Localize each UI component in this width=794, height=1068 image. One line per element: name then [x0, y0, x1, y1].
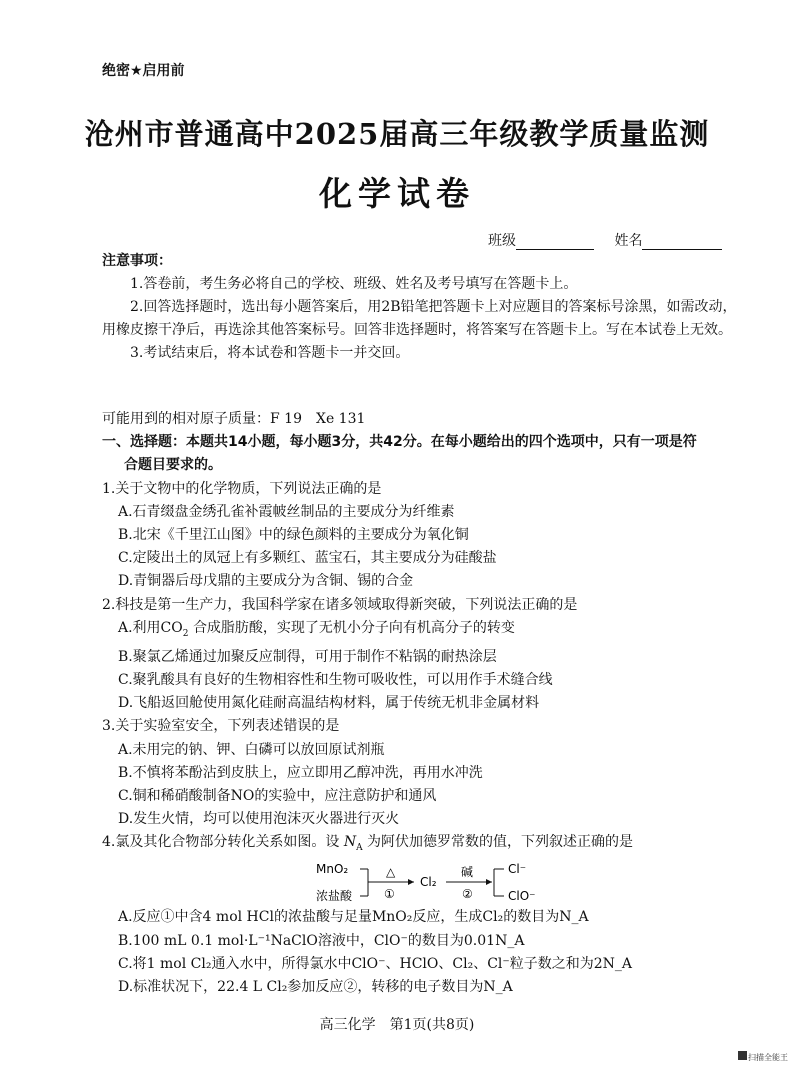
hypochlorite-label: ClO⁻ — [508, 889, 536, 904]
notice-item-2: 2.回答选择题时，选出每小题答案后，用2B铅笔把答题卡上对应题目的答案标号涂黑，如需改动，用橡皮擦干净后，再选涂其他答案标号。回答非选择题时，将答案写在答题卡上。写在本试卷上无效。 — [102, 299, 737, 338]
step-1-label: ① — [384, 887, 395, 902]
step-2-label: ② — [462, 887, 473, 902]
class-name-row — [488, 230, 722, 250]
cl2-label: Cl₂ — [420, 875, 437, 890]
q4-stem-pre: 4.氯及其化合物部分转化关系如图。设 — [102, 834, 340, 851]
heat-symbol: △ — [386, 865, 396, 880]
q2-option-a — [102, 617, 742, 646]
questions-body — [102, 408, 742, 999]
section-heading-cont: 合题目要求的。 — [124, 457, 222, 474]
q4-stem-varsub: A — [356, 843, 363, 854]
q1-option-a: A.石青缀盘金绣孔雀补霞帔丝制品的主要成分为纤维素 — [118, 503, 455, 520]
section-heading: 一、选择题：本题共14小题，每小题3分，共42分。在每小题给出的四个选项中，只有一项是符 — [102, 434, 697, 451]
exam-title: 沧州市普通高中2025届高三年级教学质量监测 — [84, 117, 710, 151]
qr-code-icon — [738, 1051, 747, 1060]
q3-stem: 3.关于实验室安全，下列表述错误的是 — [102, 718, 340, 735]
class-blank — [516, 235, 594, 250]
notice-heading: 注意事项： — [102, 253, 172, 269]
chloride-label: Cl⁻ — [508, 862, 527, 877]
q4-stem-var: N — [343, 834, 357, 851]
q4-option-d: D.标准状况下，22.4 L Cl₂参加反应②，转移的电子数目为N_A — [118, 979, 513, 996]
name-blank — [642, 235, 722, 250]
q3-option-d: D.发生火情，均可以使用泡沫灭火器进行灭火 — [118, 811, 400, 828]
q4-option-b: B.100 mL 0.1 mol·L⁻¹NaClO溶液中，ClO⁻的数目为0.01N_A — [118, 932, 525, 949]
subject-title: 化学试卷 — [319, 174, 475, 213]
notice-item-1: 1.答卷前，考生务必将自己的学校、班级、姓名及考号填写在答题卡上。 — [130, 276, 578, 292]
confidential-label: 绝密★启用前 — [102, 63, 185, 79]
q4-stem — [102, 831, 742, 860]
class-label: 班级 — [488, 233, 516, 249]
scanner-watermark: 扫描全能王 — [748, 1053, 788, 1062]
q1-stem: 1.关于文物中的化学物质，下列说法正确的是 — [102, 480, 382, 497]
q1-option-d: D.青铜器后母戊鼎的主要成分为含铜、锡的合金 — [118, 573, 414, 590]
notice-item-3: 3.考试结束后，将本试卷和答题卡一并交回。 — [130, 345, 410, 361]
chlorine-conversion-diagram — [102, 860, 742, 906]
arrow-1-head — [408, 879, 414, 885]
q2-a-pre: A.利用CO — [118, 619, 183, 636]
hcl-label: 浓盐酸 — [316, 889, 353, 904]
q4-option-a: A.反应①中含4 mol HCl的浓盐酸与足量MnO₂反应，生成Cl₂的数目为N_A — [118, 909, 589, 926]
q4-stem-post: 为阿伏加德罗常数的值，下列叙述正确的是 — [367, 834, 634, 851]
base-label: 碱 — [461, 865, 474, 880]
q3-option-a: A.未用完的钠、钾、白磷可以放回原试剂瓶 — [118, 741, 385, 758]
q2-option-c: C.聚乳酸具有良好的生物相容性和生物可吸收性，可以用作手术缝合线 — [118, 672, 553, 689]
notice-section — [102, 250, 742, 365]
q1-option-b: B.北宋《千里江山图》中的绿色颜料的主要成分为氧化铜 — [118, 527, 469, 544]
q2-a-post: 合成脂肪酸，实现了无机小分子向有机高分子的转变 — [192, 619, 515, 636]
q1-option-c: C.定陵出土的凤冠上有多颗红、蓝宝石，其主要成分为硅酸盐 — [118, 550, 497, 567]
arrow-2-head — [486, 879, 492, 885]
q2-stem: 2.科技是第一生产力，我国科学家在诸多领域取得新突破，下列说法正确的是 — [102, 596, 578, 613]
mno2-label: MnO₂ — [316, 862, 349, 877]
name-label: 姓名 — [614, 233, 643, 249]
q3-option-c: C.铜和稀硝酸制备NO的实验中，应注意防护和通风 — [118, 788, 437, 805]
reaction-scheme — [314, 860, 574, 906]
q2-option-b: B.聚氯乙烯通过加聚反应制得，可用于制作不粘锅的耐热涂层 — [118, 648, 497, 665]
q4-option-c: C.将1 mol Cl₂通入水中，所得氯水中ClO⁻、HClO、Cl₂、Cl⁻粒子数之和为2N_A — [118, 955, 633, 972]
page-footer: 高三化学 第1页(共8页) — [319, 1017, 475, 1033]
q2-a-sub: 2 — [182, 628, 189, 639]
atomic-mass-line: 可能用到的相对原子质量：F 19 Xe 131 — [102, 411, 366, 427]
q2-option-d: D.飞船返回舱使用氮化硅耐高温结构材料，属于传统无机非金属材料 — [118, 695, 540, 712]
q3-option-b: B.不慎将苯酚沾到皮肤上，应立即用乙醇冲洗，再用水冲洗 — [118, 764, 483, 781]
